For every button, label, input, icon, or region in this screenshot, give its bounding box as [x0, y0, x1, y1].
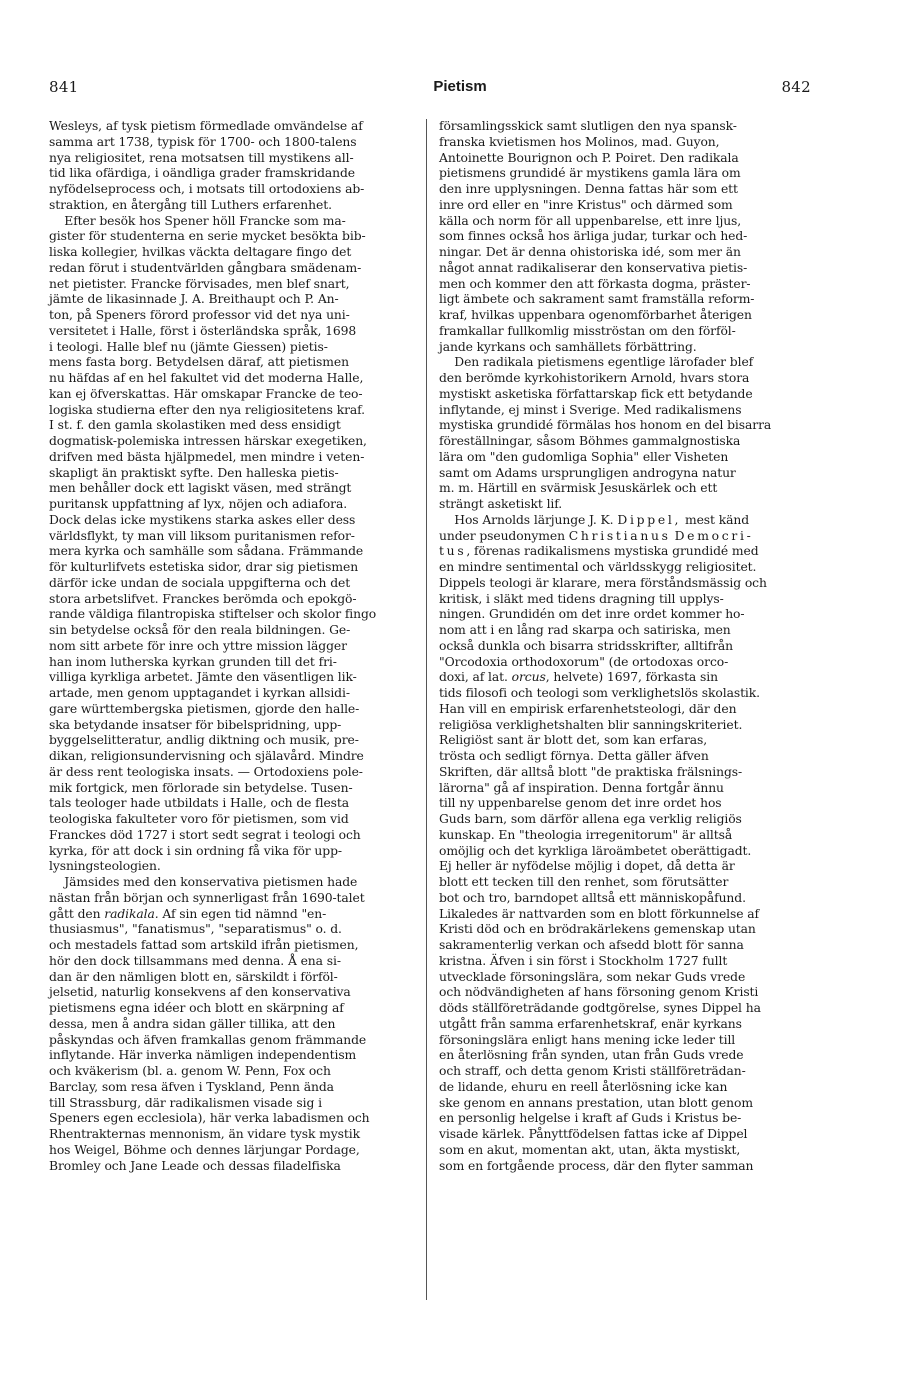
text-line: en mindre sentimental och världsskygg religiositet.: [439, 560, 757, 574]
text-line: under pseudonymen Christianus Democri-: [439, 528, 754, 543]
text-line: Ej heller är nyfödelse möjlig i dopet, då detta är: [439, 859, 735, 874]
text-line: en personlig helgelse i kraft af Guds i Kristus be-: [439, 1111, 742, 1126]
text-line: mera kyrka och samhälle som sådana. Främmande: [49, 544, 364, 559]
text-line: och nödvändigheten af hans försoning genom Kristi: [439, 985, 759, 1000]
text-line: gått den radikala. Af sin egen tid nämnd "en-: [49, 906, 327, 921]
text-line: liska kollegier, hvilkas väckta deltagare fingo det: [49, 245, 352, 259]
text-line: Religiöst sant är blott det, som kan erfaras,: [439, 733, 708, 748]
text-line: den berömde kyrkohistorikern Arnold, hvars stora: [439, 371, 750, 385]
text-line: Efter besök hos Spener höll Francke som ma-: [49, 213, 346, 228]
text-line: strängt asketiskt lif.: [439, 497, 563, 511]
text-line: påskyndas och äfven framkallas genom främmande: [49, 1032, 367, 1047]
text-line: skapligt än praktiskt syfte. Den halleska pietis-: [49, 465, 339, 480]
text-line: nyfödelseprocess och, i motsats till ortodoxiens ab-: [49, 182, 365, 196]
text-line: Wesleys, af tysk pietism förmedlade omvändelse af: [49, 119, 363, 133]
text-line: Antoinette Bourignon och P. Poiret. Den radikala: [439, 150, 739, 165]
text-line: de lidande, ehuru en reell återlösning icke kan: [439, 1079, 728, 1094]
text-line: omöjlig och det kyrkliga läroämbetet oberättigadt.: [439, 843, 752, 858]
text-line: trösta och sedligt förnya. Detta gäller äfven: [439, 749, 709, 763]
text-line: pietismens grundidé är mystikens gamla lära om: [439, 166, 741, 181]
text-line: ligt ämbete och sakrament samt framställa reform-: [439, 292, 755, 307]
text-line: stora arbetslifvet. Franckes berömda och epokgö-: [49, 591, 357, 606]
text-line: men och kommer den att förkasta dogma, präster-: [439, 276, 751, 291]
text-line: och kväkerism (bl. a. genom W. Penn, Fox och: [49, 1064, 331, 1078]
text-line: kan ej öfverskattas. Här omskapar Francke de teo-: [49, 386, 363, 401]
text-line: utvecklade försoningslära, som nekar Guds vrede: [439, 969, 746, 984]
text-line: världsflykt, ty man vill liksom puritanismen refor-: [49, 528, 355, 543]
text-line: tals teologer hade utbildats i Halle, och de flesta: [49, 796, 350, 811]
text-line: Kristi död och en brödrakärlekens gemenskap utan: [439, 922, 756, 937]
text-line: Rhentrakternas mennonism, än vidare tysk mystik: [49, 1127, 360, 1141]
text-line: visade kärlek. Pånyttfödelsen fattas icke af Dippel: [439, 1127, 748, 1141]
text-line: mik fortgick, men förlorade sin betydelse. Tusen-: [49, 780, 353, 795]
text-line: Dippels teologi är klarare, mera förståndsmässig och: [439, 575, 767, 590]
text-line: jämte de likasinnade J. A. Breithaupt och P. An-: [49, 292, 339, 307]
text-line: dessa, men å andra sidan gäller tillika, att den: [49, 1016, 336, 1031]
text-line: Speners egen ecclesiola), här verka labadismen och: [49, 1111, 370, 1126]
left-column: [49, 119, 428, 1174]
text-line: som en fortgående process, där den flyter samman: [439, 1158, 754, 1173]
text-line: m. m. Härtill en svärmisk Jesuskärlek och ett: [439, 481, 718, 496]
text-line: Franckes död 1727 i stort sedt segrat i teologi och: [49, 827, 361, 842]
text-line: jande kyrkans och samhällets förbättring.: [439, 339, 697, 354]
text-line: ton, på Speners förord professor vid det nya uni-: [49, 308, 350, 322]
text-line: Han vill en empirisk erfarenhetsteologi, där den: [439, 701, 737, 716]
page-header: [0, 78, 920, 102]
text-line: som finnes också hos ärliga judar, turkar och hed-: [439, 229, 748, 244]
text-line: jelsetid, naturlig konsekvens af den konservativa: [49, 985, 351, 1000]
text-line: franska kvietismen hos Molinos, mad. Guyon,: [439, 134, 720, 149]
text-line: samma art 1738, typisk för 1700- och 1800-talens: [49, 134, 357, 149]
text-line: försoningslära enligt hans mening icke leder till: [439, 1032, 736, 1047]
text-line: doxi, af lat. orcus, helvete) 1697, förkasta sin: [439, 670, 718, 685]
text-line: men behåller dock ett lagiskt väsen, med strängt: [49, 481, 352, 496]
text-line: blott ett tecken till den renhet, som förutsätter: [439, 875, 729, 889]
text-line: han inom lutherska kyrkan grunden till det fri-: [49, 654, 337, 669]
text-line: tid lika ofärdiga, i oändliga grader framskridande: [49, 166, 356, 181]
text-line: versitetet i Halle, först i österländska språk, 1698: [49, 323, 357, 338]
text-line: Barclay, som resa äfven i Tyskland, Penn ända: [49, 1079, 334, 1094]
text-line: logiska studierna efter den nya religiositetens kraf.: [49, 402, 366, 417]
text-line: inre ord eller en "inre Kristus" och därmed som: [439, 197, 733, 212]
text-line: är dess rent teologiska insats. — Ortodoxiens pole-: [49, 764, 363, 779]
text-line: nom att i en lång rad skarpa och satiriska, men: [439, 623, 731, 637]
text-line: redan förut i studentvärlden gångbara smädenam-: [49, 260, 362, 275]
text-line: hör den dock tillsammans med denna. Å ena si-: [49, 953, 341, 968]
text-line: I st. f. den gamla skolastiken med dess ensidigt: [49, 418, 341, 433]
text-line: för kulturlifvets estetiska sidor, drar sig pietismen: [49, 560, 359, 574]
text-line: puritansk uppfattning af lyx, nöjen och adiafora.: [49, 497, 348, 511]
right-page-number: 842: [781, 78, 811, 96]
text-line: byggelselitteratur, andlig diktning och musik, pre-: [49, 733, 359, 748]
text-line: sakramenterlig verkan och afsedd blott för sanna: [439, 938, 744, 952]
text-line: ningen. Grundidén om det inre ordet kommer ho-: [439, 607, 745, 622]
text-line: pietismens egna idéer och blott en skärpning af: [49, 1001, 344, 1015]
text-line: lära om "den gudomliga Sophia" eller Visheten: [439, 449, 729, 464]
text-line: en återlösning från synden, utan från Guds vrede: [439, 1048, 744, 1063]
text-line: dikan, religionsundervisning och själavård. Mindre: [49, 749, 364, 763]
text-line: net pietister. Francke förvisades, men blef snart,: [49, 276, 350, 291]
text-line: församlingsskick samt slutligen den nya spansk-: [439, 119, 737, 133]
text-line: religiösa verklighetshalten blir sanningskriteriet.: [439, 717, 743, 732]
text-line: teologiska fakulteter voro för pietismen, som vid: [49, 812, 349, 826]
text-line: samt om Adams ursprungligen androgyna natur: [439, 465, 736, 480]
text-line: gare württembergska pietismen, gjorde den halle-: [49, 701, 360, 716]
text-line: lärorna" gå af inspiration. Denna fortgår ännu: [439, 780, 724, 795]
text-line: thusiasmus", "fanatismus", "separatismus" o. d.: [49, 922, 342, 937]
text-line: Hos Arnolds lärjunge J. K. Dippel, mest känd: [439, 512, 750, 527]
text-line: också dunkla och bisarra stridsskrifter, alltifrån: [439, 638, 734, 653]
text-line: källa och norm för all uppenbarelse, ett inre ljus,: [439, 213, 742, 228]
text-line: inflytande. Här inverka nämligen independentism: [49, 1048, 357, 1063]
text-line: artade, men genom upptagandet i kyrkan allsidi-: [49, 686, 350, 700]
text-line: gister för studenterna en serie mycket besökta bib-: [49, 229, 366, 244]
text-line: därför icke undan de sociala uppgifterna och det: [49, 575, 351, 590]
text-line: till Strassburg, där radikalismen visade sig i: [49, 1095, 322, 1110]
text-line: mystiskt asketiska författarskap fick ett betydande: [439, 386, 753, 401]
column-divider: [426, 119, 427, 1300]
right-column: [439, 119, 818, 1174]
text-line: dogmatisk-polemiska intressen härskar exegetiken,: [49, 434, 367, 448]
text-line: bot och tro, barndopet alltså ett människopåfund.: [439, 890, 746, 905]
text-line: framkallar fullkomlig misströstan om den förföl-: [439, 323, 736, 338]
text-line: kristna. Äfven i sin först i Stockholm 1727 fullt: [439, 953, 728, 968]
text-line: som en akut, momentan akt, utan, äkta mystiskt,: [439, 1142, 741, 1157]
text-line: kritisk, i släkt med tidens dragning till upplys-: [439, 591, 724, 606]
text-line: dan är den nämligen blott en, särskildt i förföl-: [49, 969, 338, 984]
text-line: Guds barn, som därför allena ega verklig religiös: [439, 812, 742, 826]
text-line: drifven med bästa hjälpmedel, men mindre i veten-: [49, 449, 365, 464]
text-line: kraf, hvilkas uppenbara ogenomförbarhet återigen: [439, 308, 752, 322]
text-line: nya religiositet, rena motsatsen till mystikens all-: [49, 150, 354, 165]
text-line: tus, förenas radikalismens mystiska grundidé med: [439, 544, 759, 559]
text-line: sin betydelse också för den reala bildningen. Ge-: [49, 623, 351, 637]
text-line: ska betydande insatser för bibelspridning, upp-: [49, 717, 342, 732]
text-line: Jämsides med den konservativa pietismen hade: [49, 875, 358, 889]
text-line: "Orcodoxia orthodoxorum" (de ortodoxas orco-: [439, 654, 729, 669]
text-line: och straff, och detta genom Kristi ställföreträdan-: [439, 1064, 746, 1078]
text-line: föreställningar, såsom Böhmes gammalgnostiska: [439, 434, 741, 448]
text-line: lysningsteologien.: [49, 859, 161, 874]
text-line: Den radikala pietismens egentlige lärofader blef: [439, 355, 754, 370]
text-line: kyrka, för att dock i sin ordning få vika för upp-: [49, 843, 342, 858]
text-line: utgått från samma erfarenhetskraf, enär kyrkans: [439, 1016, 742, 1031]
text-line: nästan från början och synnerligast från 1690-talet: [49, 890, 365, 905]
text-line: inflytande, ej minst i Sverige. Med radikalismens: [439, 402, 742, 417]
text-line: nom sitt arbete för inre och yttre mission lägger: [49, 638, 347, 653]
text-line: ningar. Det är denna ohistoriska idé, som mer än: [439, 245, 741, 259]
text-line: rande väldiga filantropiska stiftelser och skolor fingo: [49, 607, 377, 622]
text-line: kunskap. En "theologia irregenitorum" är alltså: [439, 827, 733, 842]
text-line: Likaledes är nattvarden som en blott förkunnelse af: [439, 906, 760, 921]
text-line: Bromley och Jane Leade och dessas filadelfiska: [49, 1158, 341, 1173]
text-line: och mestadels fattad som artskild ifrån pietismen,: [49, 938, 359, 952]
left-page-number: 841: [49, 78, 79, 96]
text-line: till ny uppenbarelse genom det inre ordet hos: [439, 796, 722, 811]
text-line: mens fasta borg. Betydelsen däraf, att pietismen: [49, 355, 349, 370]
text-line: den inre upplysningen. Denna fattas här som ett: [439, 182, 738, 196]
text-line: tids filosofi och teologi som verklighetslös skolastik.: [439, 686, 760, 700]
text-line: hos Weigel, Böhme och dennes lärjungar Pordage,: [49, 1142, 360, 1157]
text-line: mystiska grundidé förmälas hos honom en del bisarra: [439, 418, 772, 433]
text-line: i teologi. Halle blef nu (jämte Giessen) pietis-: [49, 339, 328, 354]
text-line: ske genom en annans prestation, utan blott genom: [439, 1095, 753, 1110]
text-line: något annat radikaliserar den konservativa pietis-: [439, 260, 748, 275]
text-line: nu häfdas af en hel fakultet vid det moderna Halle,: [49, 371, 364, 385]
text-line: Skriften, där alltså blott "de praktiska frälsnings-: [439, 764, 743, 779]
text-line: Dock delas icke mystikens starka askes eller dess: [49, 512, 356, 527]
running-title: Pietism: [433, 78, 487, 95]
text-line: straktion, en återgång till Luthers erfarenhet.: [49, 197, 332, 212]
text-line: döds ställföreträdande godtgörelse, synes Dippel ha: [439, 1001, 761, 1015]
text-line: villiga kyrkliga arbetet. Jämte den väsentligen lik-: [49, 670, 357, 685]
